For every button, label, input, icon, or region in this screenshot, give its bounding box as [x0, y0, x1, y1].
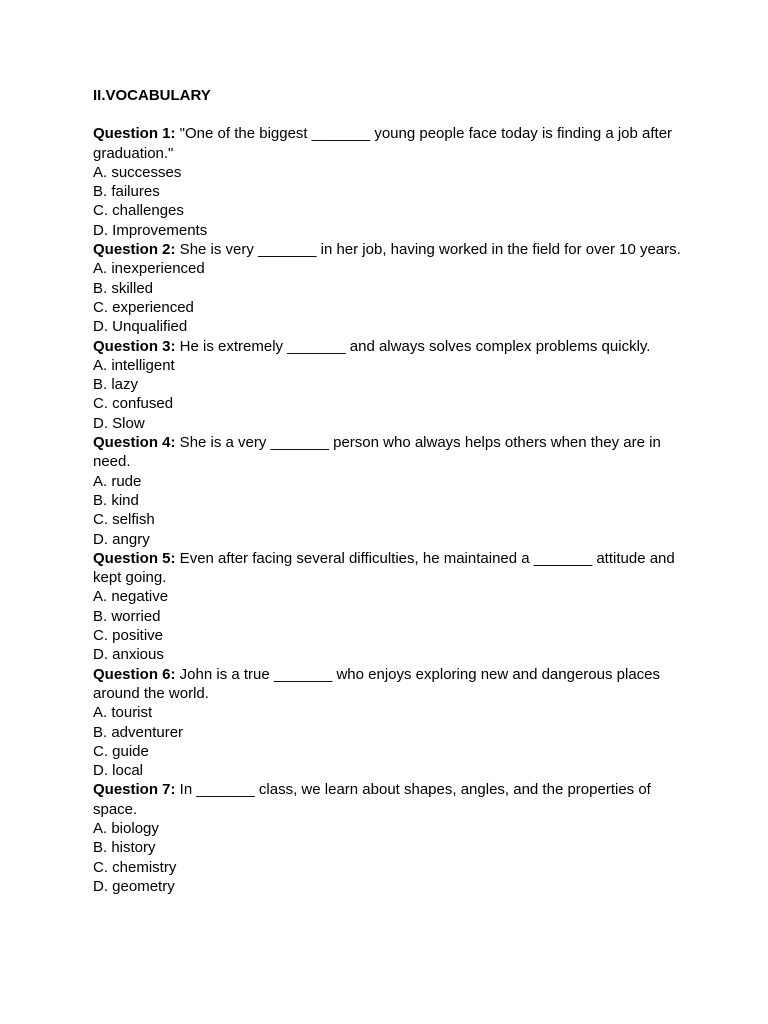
answer-option: C. chemistry [93, 858, 177, 876]
question-block [93, 124, 683, 240]
question-list [93, 124, 683, 896]
question-text: She is a very _______ person who always helps others when they are in need. [93, 434, 661, 471]
question-block [93, 433, 683, 549]
question-stem [93, 240, 683, 259]
question-label: Question 7: [93, 781, 176, 799]
question-stem [93, 337, 683, 356]
answer-option: D. angry [93, 530, 150, 548]
answer-option: A. intelligent [93, 356, 175, 374]
answer-option: D. geometry [93, 877, 175, 895]
answer-option: C. challenges [93, 202, 184, 220]
question-label: Question 3: [93, 337, 176, 355]
answer-option: A. rude [93, 472, 142, 490]
answer-option: D. Improvements [93, 221, 208, 239]
question-text: In _______ class, we learn about shapes, angles, and the properties of space. [93, 781, 651, 818]
question-stem [93, 780, 683, 819]
answer-option: B. failures [93, 183, 160, 201]
answer-option: D. Slow [93, 414, 145, 432]
question-block [93, 549, 683, 665]
answer-option: D. Unqualified [93, 318, 188, 336]
question-label: Question 1: [93, 125, 176, 143]
answer-option: A. negative [93, 588, 169, 606]
question-block [93, 240, 683, 336]
question-label: Question 4: [93, 434, 176, 452]
answer-option: D. local [93, 762, 144, 780]
answer-option: A. tourist [93, 704, 153, 722]
question-text: He is extremely _______ and always solves complex problems quickly. [175, 337, 651, 355]
answer-option: C. confused [93, 395, 174, 413]
answer-option: B. kind [93, 491, 139, 509]
answer-option: A. biology [93, 819, 159, 837]
question-text: John is a true _______ who enjoys exploring new and dangerous places around the world. [93, 665, 661, 702]
question-stem [93, 665, 683, 704]
answer-option: B. lazy [93, 376, 139, 394]
section-heading: II.VOCABULARY [93, 87, 211, 104]
question-label: Question 5: [93, 549, 176, 567]
document-page [93, 86, 683, 896]
question-text: "One of the biggest _______ young people face today is finding a job after graduation." [93, 125, 673, 162]
question-stem [93, 433, 683, 472]
answer-option: A. successes [93, 163, 182, 181]
answer-option: C. positive [93, 627, 164, 645]
question-stem [93, 124, 683, 163]
question-stem [93, 549, 683, 588]
question-text: Even after facing several difficulties, he maintained a _______ attitude and kept going. [93, 549, 675, 587]
answer-option: B. adventurer [93, 723, 184, 741]
question-label: Question 2: [93, 241, 176, 259]
answer-option: A. inexperienced [93, 260, 205, 278]
answer-option: B. skilled [93, 279, 154, 297]
answer-option: C. guide [93, 742, 149, 760]
question-block [93, 780, 683, 896]
answer-option: B. worried [93, 607, 161, 625]
answer-option: C. selfish [93, 511, 155, 529]
answer-option: D. anxious [93, 646, 164, 664]
answer-option: C. experienced [93, 298, 194, 316]
question-block [93, 665, 683, 781]
question-label: Question 6: [93, 665, 176, 683]
question-text: She is very _______ in her job, having worked in the field for over 10 years. [175, 241, 681, 259]
answer-option: B. history [93, 839, 156, 857]
question-block [93, 337, 683, 433]
